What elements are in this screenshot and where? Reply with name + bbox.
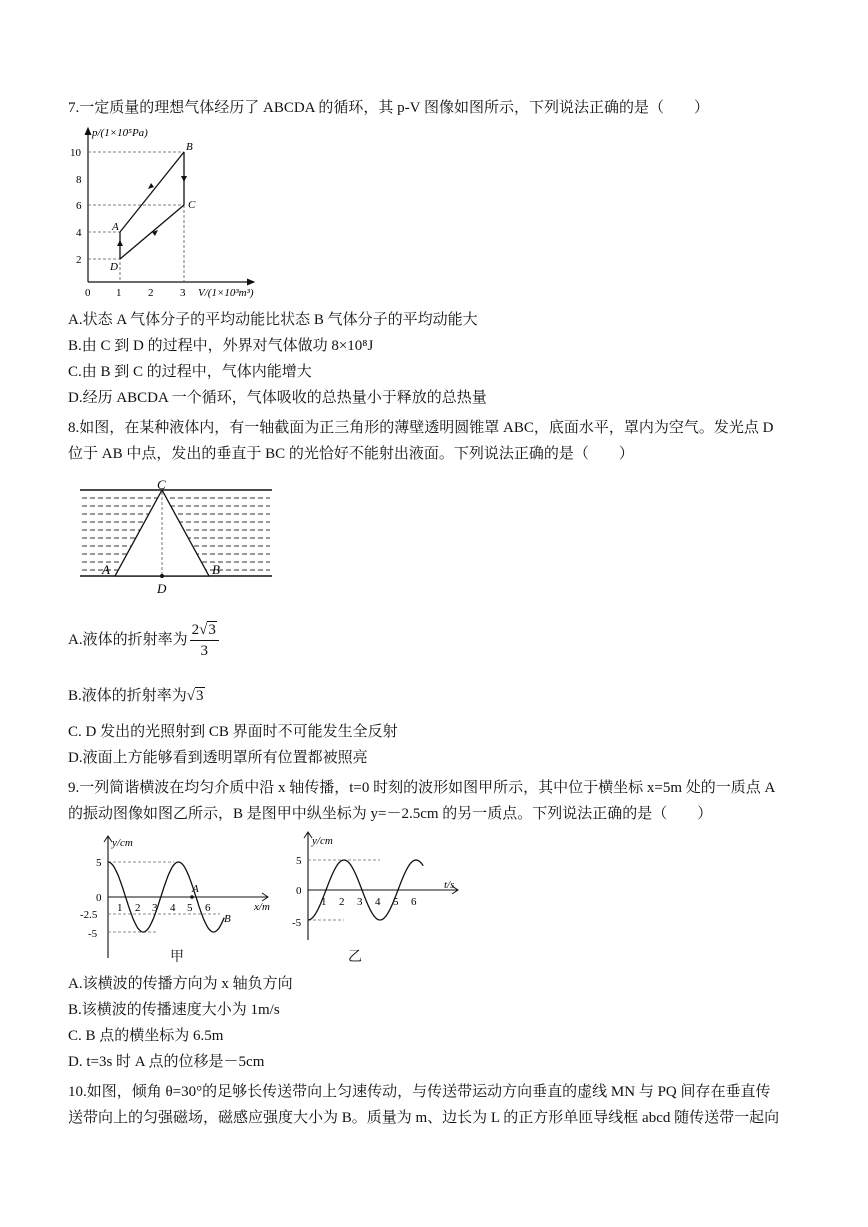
q10-stem-line2: 送带向上的匀强磁场，磁感应强度大小为 B。质量为 m、边长为 L 的正方形单匝导线框 abcd 随传送带一起向 — [68, 1110, 780, 1126]
svg-text:2: 2 — [339, 896, 345, 908]
figure-caption-yi: 乙 — [348, 950, 362, 965]
q8-cone-diagram — [78, 480, 274, 603]
q10-stem-line1: 10.如图，倾角 θ=30°的足够长传送带向上匀速传动，与传送带运动方向垂直的虚线 MN 与 PQ 间存在垂直传 — [68, 1084, 771, 1100]
x-axis-label: t/s — [444, 879, 455, 891]
svg-text:1: 1 — [321, 896, 327, 908]
svg-text:A: A — [192, 883, 199, 895]
svg-text:B: B — [224, 913, 231, 925]
q9-option-a[interactable]: A.该横波的传播方向为 x 轴负方向 — [68, 976, 293, 992]
q7-option-c[interactable]: C.由 B 到 C 的过程中，气体内能增大 — [68, 364, 312, 380]
q9-vibration-graph-yi — [288, 830, 463, 975]
q7-option-a[interactable]: A.状态 A 气体分子的平均动能比状态 B 气体分子的平均动能大 — [68, 312, 478, 328]
x-tick: 3 — [180, 287, 186, 299]
svg-text:-5: -5 — [88, 928, 98, 940]
y-tick: 2 — [76, 254, 82, 266]
svg-text:5: 5 — [187, 902, 193, 914]
q8-option-a[interactable] — [68, 618, 219, 662]
q8-stem-line2: 位于 AB 中点，发出的垂直于 BC 的光恰好不能射出液面。下列说法正确的是（ ） — [68, 446, 634, 462]
svg-text:-5: -5 — [292, 917, 302, 929]
svg-text:3: 3 — [357, 896, 363, 908]
x-axis-label: V/(1×10³m³) — [198, 287, 254, 299]
q7-pv-diagram — [68, 122, 268, 309]
fraction: $\frac{2√3}{3}$ — [190, 620, 219, 661]
svg-text:4: 4 — [170, 902, 176, 914]
point-label: D — [110, 261, 118, 273]
svg-text:6: 6 — [205, 902, 211, 914]
x-tick: 1 — [116, 287, 122, 299]
point-label: C — [188, 199, 196, 211]
y-axis-label: p/(1×10⁵Pa) — [92, 127, 148, 139]
q9-stem-line2: 的振动图像如图乙所示，B 是图甲中纵坐标为 y=－2.5cm 的另一质点。下列说法正确的是（ ） — [68, 806, 713, 822]
q7-stem: 7.一定质量的理想气体经历了 ABCDA 的循环，其 p-V 图像如图所示，下列说法正确的是（ ） — [68, 100, 709, 116]
q8-option-a-text: A.液体的折射率为 — [68, 632, 188, 648]
point-label: B — [212, 562, 220, 577]
q9-wave-graph-jia — [78, 830, 273, 975]
q7-option-d[interactable]: D.经历 ABCDA 一个循环，气体吸收的总热量小于释放的总热量 — [68, 390, 487, 406]
svg-text:1: 1 — [117, 902, 123, 914]
y-tick: 8 — [76, 174, 82, 186]
svg-text:5: 5 — [96, 857, 102, 869]
x-axis-label: x/m — [254, 901, 270, 913]
point-label: C — [157, 480, 166, 492]
x-tick: 2 — [148, 287, 154, 299]
point-label: A — [102, 562, 110, 577]
svg-text:3: 3 — [152, 902, 158, 914]
y-tick: 4 — [76, 227, 82, 239]
svg-text:5: 5 — [393, 896, 399, 908]
q8-option-b-text: B.液体的折射率为 — [68, 688, 187, 704]
x-tick: 0 — [85, 287, 91, 299]
svg-text:0: 0 — [96, 892, 102, 904]
y-tick: 10 — [70, 147, 81, 159]
q8-stem-line1: 8.如图，在某种液体内，有一轴截面为正三角形的薄壁透明圆锥罩 ABC，底面水平，罩内为空气。发光点 D — [68, 420, 774, 436]
q9-option-c[interactable]: C. B 点的横坐标为 6.5m — [68, 1028, 224, 1044]
svg-text:4: 4 — [375, 896, 381, 908]
y-axis-label: y/cm — [312, 835, 333, 847]
y-tick: 6 — [76, 200, 82, 212]
q9-option-b[interactable]: B.该横波的传播速度大小为 1m/s — [68, 1002, 280, 1018]
q8-option-d[interactable]: D.液面上方能够看到透明罩所有位置都被照亮 — [68, 750, 368, 766]
figure-caption-jia: 甲 — [170, 950, 184, 965]
svg-text:-2.5: -2.5 — [80, 909, 98, 921]
point-label: B — [186, 141, 193, 153]
q9-stem-line1: 9.一列简谐横波在均匀介质中沿 x 轴传播，t=0 时刻的波形如图甲所示，其中位于横坐标 x=5m 处的一质点 A — [68, 780, 776, 796]
y-axis-label: y/cm — [112, 837, 133, 849]
svg-text:0: 0 — [296, 885, 302, 897]
svg-text:5: 5 — [296, 855, 302, 867]
q7-option-b[interactable]: B.由 C 到 D 的过程中，外界对气体做功 8×10⁸J — [68, 338, 374, 354]
point-label: A — [112, 221, 119, 233]
q8-option-b[interactable]: B.液体的折射率为√3 — [68, 688, 204, 704]
point-label: D — [157, 581, 167, 596]
q8-option-c[interactable]: C. D 发出的光照射到 CB 界面时不可能发生全反射 — [68, 724, 398, 740]
svg-text:2: 2 — [135, 902, 141, 914]
svg-text:6: 6 — [411, 896, 417, 908]
q9-option-d[interactable]: D. t=3s 时 A 点的位移是－5cm — [68, 1054, 265, 1070]
